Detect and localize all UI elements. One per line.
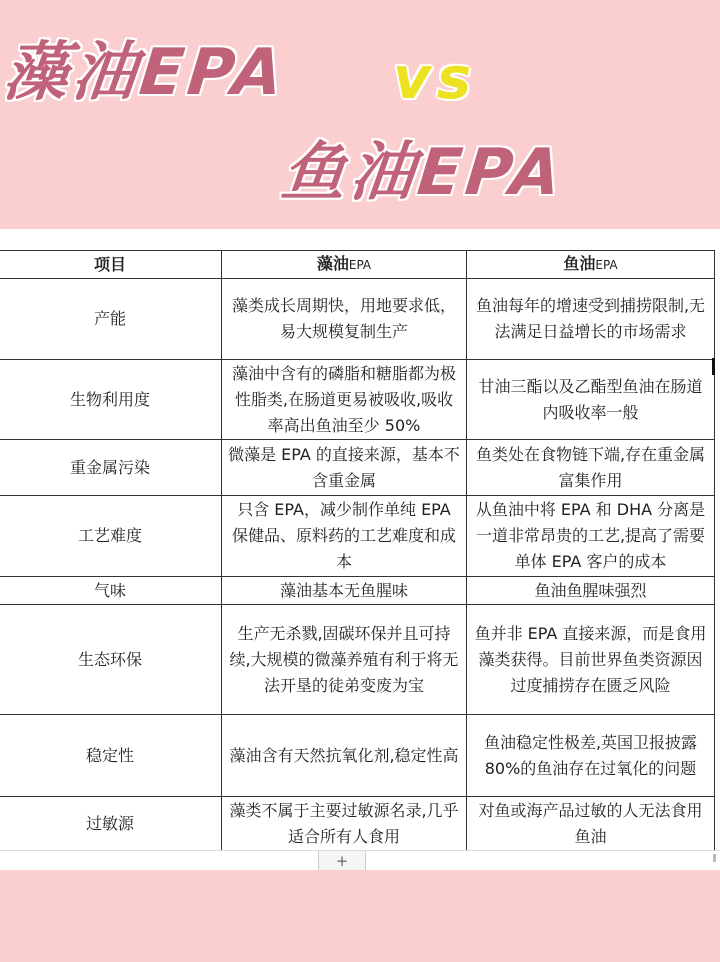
- cell-fish[interactable]: 鱼油稳定性极差,英国卫报披露 80%的鱼油存在过氧化的问题: [467, 715, 715, 797]
- table-header-row: [0, 251, 715, 279]
- cell-algae[interactable]: 生产无杀戮,固碳环保并且可持续,大规模的微藻养殖有利于将无法开垦的徒弟变废为宝: [222, 605, 467, 715]
- table-row: [0, 279, 715, 360]
- cell-item[interactable]: 产能: [0, 279, 222, 360]
- cell-fish[interactable]: 甘油三酯以及乙酯型鱼油在肠道内吸收率一般: [467, 360, 715, 440]
- header-label: 鱼油: [563, 254, 596, 273]
- cell-fish[interactable]: 鱼并非 EPA 直接来源，而是食用藻类获得。目前世界鱼类资源因过度捕捞存在匮乏风险: [467, 605, 715, 715]
- header-suffix: EPA: [348, 258, 372, 272]
- cell-item[interactable]: 重金属污染: [0, 440, 222, 496]
- cell-algae[interactable]: 藻油含有天然抗氧化剂,稳定性高: [222, 715, 467, 797]
- table-row: [0, 440, 715, 496]
- cell-algae[interactable]: 藻类不属于主要过敏源名录,几乎适合所有人食用: [222, 797, 467, 852]
- table-row: [0, 605, 715, 715]
- table-row: [0, 577, 715, 605]
- cell-item[interactable]: 过敏源: [0, 797, 222, 852]
- cell-fish[interactable]: 鱼油每年的增速受到捕捞限制,无法满足日益增长的市场需求: [467, 279, 715, 360]
- scrollbar[interactable]: [713, 854, 716, 862]
- cell-algae[interactable]: 藻类成长周期快，用地要求低，易大规模复制生产: [222, 279, 467, 360]
- cell-item[interactable]: 生态环保: [0, 605, 222, 715]
- cell-algae[interactable]: 藻油中含有的磷脂和糖脂都为极性脂类,在肠道更易被吸收,吸收率高出鱼油至少 50%: [222, 360, 467, 440]
- sheet-tab-bar: [0, 850, 720, 871]
- spreadsheet-area: [0, 229, 720, 870]
- cell-fish[interactable]: 鱼类处在食物链下端,存在重金属富集作用: [467, 440, 715, 496]
- cell-item[interactable]: 生物利用度: [0, 360, 222, 440]
- title-banner: [0, 0, 720, 229]
- add-sheet-button[interactable]: +: [318, 851, 366, 871]
- cell-fish[interactable]: 鱼油鱼腥味强烈: [467, 577, 715, 605]
- text-cursor: [712, 358, 715, 375]
- comparison-table: [0, 250, 715, 852]
- header-fish-epa[interactable]: [467, 251, 715, 279]
- cell-item[interactable]: 稳定性: [0, 715, 222, 797]
- cell-algae[interactable]: 只含 EPA，减少制作单纯 EPA 保健品、原料药的工艺难度和成本: [222, 496, 467, 577]
- table-row: [0, 496, 715, 577]
- table-row: [0, 360, 715, 440]
- cell-item[interactable]: 工艺难度: [0, 496, 222, 577]
- cell-fish[interactable]: 从鱼油中将 EPA 和 DHA 分离是一道非常昂贵的工艺,提高了需要单体 EPA 客户的成本: [467, 496, 715, 577]
- header-suffix: EPA: [595, 258, 618, 272]
- title-fish-epa: 鱼油EPA: [278, 136, 569, 210]
- table-row: [0, 797, 715, 852]
- title-algae-epa: 藻油EPA: [0, 36, 291, 110]
- bottom-banner: [0, 870, 720, 962]
- title-vs: vs: [393, 44, 478, 112]
- header-algae-epa[interactable]: [222, 251, 467, 279]
- cell-algae[interactable]: 藻油基本无鱼腥味: [222, 577, 467, 605]
- header-label: 藻油: [316, 254, 349, 273]
- cell-algae[interactable]: 微藻是 EPA 的直接来源，基本不含重金属: [222, 440, 467, 496]
- cell-item[interactable]: 气味: [0, 577, 222, 605]
- cell-fish[interactable]: 对鱼或海产品过敏的人无法食用鱼油: [467, 797, 715, 852]
- header-item[interactable]: [0, 251, 222, 279]
- header-label: 项目: [93, 254, 126, 274]
- table-row: [0, 715, 715, 797]
